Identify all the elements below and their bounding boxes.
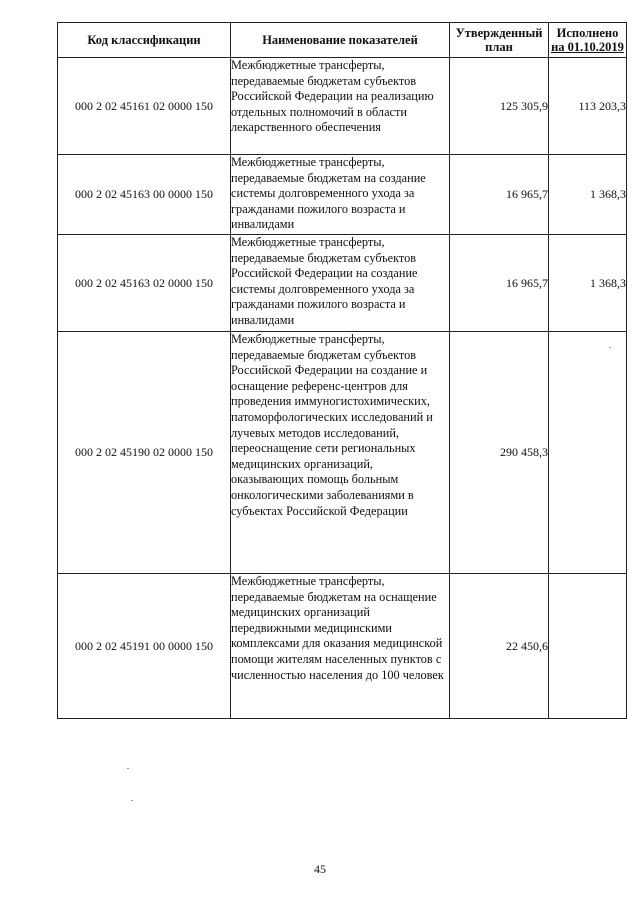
approved-plan-cell: 290 458,3 xyxy=(450,332,549,574)
executed-cell: 1 368,3 xyxy=(549,155,627,235)
approved-plan-cell: 22 450,6 xyxy=(450,574,549,719)
indicator-name-cell: Межбюджетные трансферты, передаваемые бюджетам на оснащение медицинских организаций передвижными медицинскими комплексами для оказания медицинской помощи жителям населенных пунктов с численностью населения до 100 человек xyxy=(231,574,450,719)
indicator-name-cell: Межбюджетные трансферты, передаваемые бюджетам на создание системы долговременного ухода за гражданами пожилого возраста и инвалидами xyxy=(231,155,450,235)
header-executed-line2: на 01.10.2019 xyxy=(551,40,624,54)
executed-cell xyxy=(549,332,627,574)
header-approved-plan-line1: Утвержденный xyxy=(455,26,543,40)
indicator-name-cell: Межбюджетные трансферты, передаваемые бюджетам субъектов Российской Федерации на реализацию отдельных полномочий в области лекарственного обеспечения xyxy=(231,58,450,155)
page-number: 45 xyxy=(314,862,326,876)
approved-plan-cell: 125 305,9 xyxy=(450,58,549,155)
classification-code-cell: 000 2 02 45190 02 0000 150 xyxy=(58,332,231,574)
table-row xyxy=(58,332,627,574)
table-row xyxy=(58,235,627,332)
executed-cell: 113 203,3 xyxy=(549,58,627,155)
table-row xyxy=(58,58,627,155)
header-approved-plan-line2: план xyxy=(485,40,513,54)
scan-speck xyxy=(127,768,129,769)
classification-code-cell: 000 2 02 45191 00 0000 150 xyxy=(58,574,231,719)
classification-code-cell: 000 2 02 45163 00 0000 150 xyxy=(58,155,231,235)
classification-code-cell: 000 2 02 45163 02 0000 150 xyxy=(58,235,231,332)
table-header-row xyxy=(58,23,627,58)
header-approved-plan xyxy=(450,23,549,58)
indicator-name-cell: Межбюджетные трансферты, передаваемые бюджетам субъектов Российской Федерации на создание системы долговременного ухода за гражданами пожилого возраста и инвалидами xyxy=(231,235,450,332)
table-row xyxy=(58,574,627,719)
scan-speck xyxy=(609,347,611,348)
classification-code-cell: 000 2 02 45161 02 0000 150 xyxy=(58,58,231,155)
table-row xyxy=(58,155,627,235)
indicator-name-cell: Межбюджетные трансферты, передаваемые бюджетам субъектов Российской Федерации на создание и оснащение референс-центров для проведения иммуногистохимических, патоморфологических исследований и лучевых методов исследований, переоснащение сети региональных медицинских организаций, оказывающих помощь больным онкологическими заболеваниями в субъектах Российской Федерации xyxy=(231,332,450,574)
executed-cell xyxy=(549,574,627,719)
header-indicator-name: Наименование показателей xyxy=(231,23,450,58)
approved-plan-cell: 16 965,7 xyxy=(450,235,549,332)
approved-plan-cell: 16 965,7 xyxy=(450,155,549,235)
scan-speck xyxy=(131,800,133,801)
header-executed xyxy=(549,23,627,58)
budget-execution-table xyxy=(57,22,627,719)
executed-cell: 1 368,3 xyxy=(549,235,627,332)
header-executed-line1: Исполнено xyxy=(556,26,619,40)
header-classification-code: Код классификации xyxy=(58,23,231,58)
